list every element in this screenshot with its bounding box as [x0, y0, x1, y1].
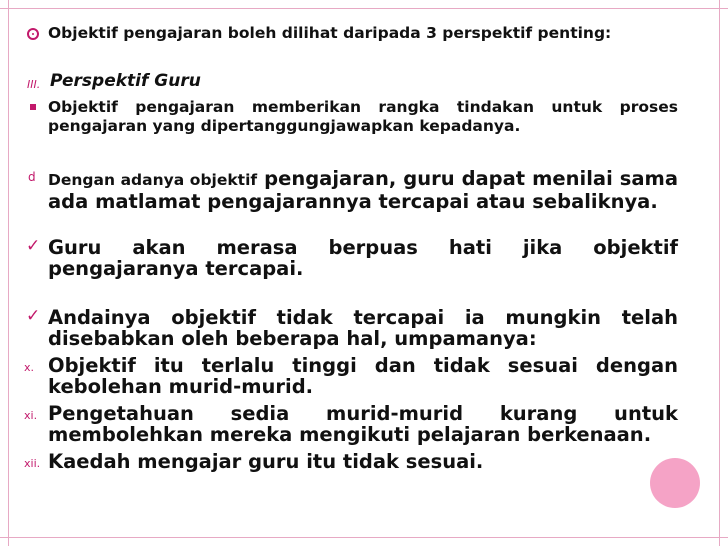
section-marker: III. [27, 78, 41, 91]
item-text: Objektif itu terlalu tinggi dan tidak sesuai dengan kebolehan murid-murid. [48, 354, 678, 398]
right-frame-line [719, 0, 720, 546]
item-text [48, 168, 678, 212]
intro-text: Objektif pengajaran boleh dilihat daripada 3 perspektif penting: [48, 24, 612, 42]
section-title: Perspektif Guru [50, 71, 201, 91]
item-text-small: Dengan adanya objektif [48, 171, 258, 189]
top-frame-line [0, 8, 728, 9]
left-frame-line [8, 0, 9, 546]
item-text: Andainya objektif tidak tercapai ia mungkin telah disebabkan oleh beberapa hal, umpamanya: [48, 306, 678, 350]
item-text: Guru akan merasa berpuas hati jika objektif pengajaranya tercapai. [48, 236, 678, 280]
item-text: Objektif pengajaran memberikan rangka tindakan untuk proses pengajaran yang dipertanggungjawapkan kepadanya. [48, 98, 678, 135]
item-marker: x. [24, 361, 35, 374]
square-bullet-icon [30, 104, 36, 110]
bottom-frame-line [0, 537, 728, 538]
item-text-large: pengajaran, guru dapat menilai sama ada matlamat pengajarannya tercapai atau sebaliknya. [48, 167, 678, 213]
item-marker: xi. [24, 409, 38, 422]
target-bullet-icon [27, 25, 39, 44]
item-marker: d [28, 170, 36, 184]
item-text: Pengetahuan sedia murid-murid kurang untuk membolehkan mereka mengikuti pelajaran berkenaan. [48, 402, 678, 446]
check-icon: ✓ [26, 306, 41, 326]
item-text: Kaedah mengajar guru itu tidak sesuai. [48, 450, 484, 473]
item-marker: xii. [24, 457, 41, 470]
check-icon: ✓ [26, 236, 41, 256]
